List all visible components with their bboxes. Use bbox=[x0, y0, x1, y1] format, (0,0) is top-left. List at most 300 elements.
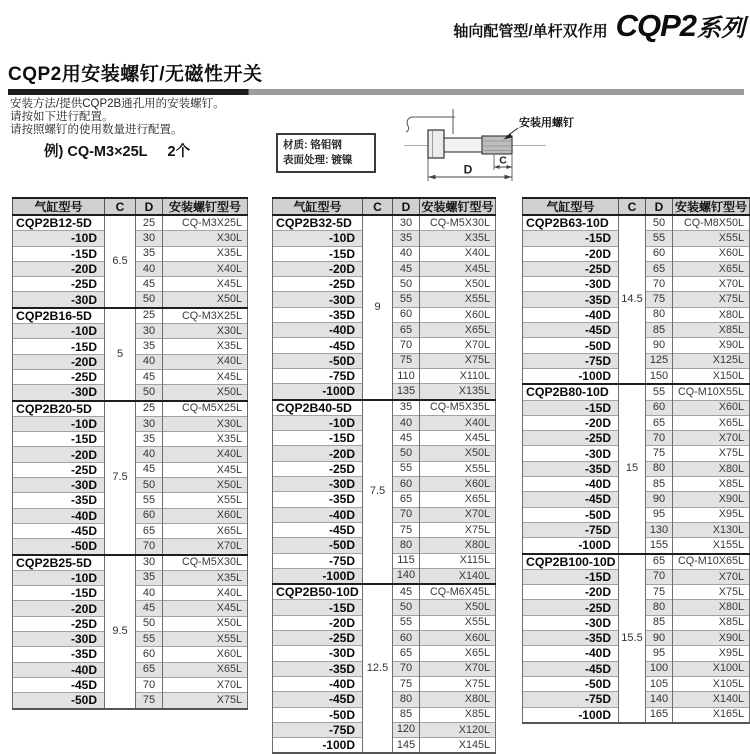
cylinder-model-cell: -45D bbox=[523, 323, 619, 338]
d-dimension-cell: 165 bbox=[646, 707, 673, 723]
screw-model-cell: X45L bbox=[420, 431, 496, 446]
cylinder-model-cell: CQP2B50-10D bbox=[273, 584, 363, 600]
screw-model-cell: X70L bbox=[673, 277, 750, 292]
table-row bbox=[523, 215, 750, 231]
cylinder-model-cell: -75D bbox=[523, 353, 619, 368]
example-line bbox=[44, 140, 190, 161]
screw-model-cell: X65L bbox=[163, 662, 248, 677]
table-row bbox=[273, 215, 496, 231]
cylinder-model-cell: -25D bbox=[13, 462, 105, 477]
screw-model-cell: X75L bbox=[420, 522, 496, 537]
screw-model-cell: CQ-M5X25L bbox=[163, 401, 248, 417]
cylinder-model-cell: -35D bbox=[273, 661, 363, 676]
screw-model-cell: X30L bbox=[163, 324, 248, 339]
cylinder-model-cell: -10D bbox=[13, 231, 105, 246]
cylinder-model-cell: -75D bbox=[273, 553, 363, 568]
d-dimension-cell: 80 bbox=[393, 692, 420, 707]
cylinder-model-cell: -35D bbox=[523, 292, 619, 307]
d-dimension-cell: 35 bbox=[393, 231, 420, 246]
cylinder-model-cell: -35D bbox=[273, 492, 363, 507]
cylinder-model-cell: -10D bbox=[13, 416, 105, 431]
d-dimension-cell: 55 bbox=[393, 615, 420, 630]
d-dimension-cell: 155 bbox=[646, 538, 673, 554]
screw-model-cell: X60L bbox=[163, 508, 248, 523]
d-dimension-cell: 120 bbox=[393, 722, 420, 737]
cylinder-model-cell: -15D bbox=[273, 246, 363, 261]
d-dimension-cell: 115 bbox=[393, 553, 420, 568]
cylinder-model-cell: -45D bbox=[13, 523, 105, 538]
table-row bbox=[13, 308, 248, 324]
table-header-row bbox=[523, 198, 750, 215]
d-dimension-cell: 90 bbox=[646, 492, 673, 507]
screw-model-cell: X65L bbox=[163, 523, 248, 538]
screw-model-cell: X125L bbox=[673, 353, 750, 368]
d-dimension-cell: 65 bbox=[136, 662, 163, 677]
screw-model-cell: X165L bbox=[673, 707, 750, 723]
d-dimension-cell: 30 bbox=[136, 416, 163, 431]
screw-model-cell: X80L bbox=[673, 307, 750, 322]
screw-model-cell: X35L bbox=[420, 231, 496, 246]
d-dimension-cell: 45 bbox=[136, 462, 163, 477]
cylinder-model-cell: -30D bbox=[13, 385, 105, 401]
d-dimension-cell: 55 bbox=[393, 461, 420, 476]
screw-model-cell: X40L bbox=[163, 261, 248, 276]
screw-model-cell: X95L bbox=[673, 646, 750, 661]
c-dimension-cell: 7.5 bbox=[363, 400, 393, 585]
d-dimension-cell: 45 bbox=[393, 261, 420, 276]
intro-line: 请按照螺钉的使用数量进行配置。 bbox=[10, 124, 183, 136]
screw-model-cell: CQ-M6X45L bbox=[420, 584, 496, 600]
column-header: 安装螺钉型号 bbox=[421, 199, 494, 214]
cylinder-model-cell: CQP2B25-5D bbox=[13, 555, 105, 571]
column-header: D bbox=[393, 198, 420, 215]
table-row bbox=[273, 584, 496, 600]
d-dimension-cell: 40 bbox=[136, 261, 163, 276]
screw-model-cell: X155L bbox=[673, 538, 750, 554]
d-dimension-cell: 90 bbox=[646, 338, 673, 353]
cylinder-model-cell: -100D bbox=[523, 538, 619, 554]
cylinder-model-cell: -40D bbox=[523, 307, 619, 322]
screw-model-cell: X115L bbox=[420, 553, 496, 568]
screw-model-cell: X75L bbox=[673, 585, 750, 600]
d-dimension-cell: 40 bbox=[136, 586, 163, 601]
screw-model-cell: X40L bbox=[420, 415, 496, 430]
table-row bbox=[13, 401, 248, 417]
cylinder-model-cell: -15D bbox=[13, 586, 105, 601]
column-header: C bbox=[105, 198, 136, 215]
d-dimension-cell: 50 bbox=[136, 616, 163, 631]
d-dimension-cell: 65 bbox=[393, 492, 420, 507]
screw-model-cell: X70L bbox=[420, 338, 496, 353]
column-header: D bbox=[136, 198, 163, 215]
d-dim-arrow bbox=[428, 175, 436, 179]
cylinder-model-cell: -50D bbox=[13, 693, 105, 709]
screw-model-cell: X75L bbox=[673, 446, 750, 461]
cylinder-model-cell: -100D bbox=[273, 738, 363, 754]
cylinder-model-cell: -45D bbox=[523, 492, 619, 507]
d-dimension-cell: 55 bbox=[136, 493, 163, 508]
screw-model-cell: CQ-M10X65L bbox=[673, 554, 750, 570]
cylinder-model-cell: -75D bbox=[523, 522, 619, 537]
c-dimension-cell: 5 bbox=[105, 308, 136, 401]
cylinder-model-cell: -30D bbox=[273, 292, 363, 307]
cylinder-model-cell: -25D bbox=[13, 616, 105, 631]
screw-model-cell: X45L bbox=[163, 369, 248, 384]
series-category: 轴向配管型/单杆双作用 bbox=[453, 23, 608, 40]
d-dimension-cell: 55 bbox=[646, 231, 673, 246]
cylinder-model-cell: CQP2B32-5D bbox=[273, 215, 363, 231]
cylinder-model-cell: -40D bbox=[273, 507, 363, 522]
screw-model-cell: X90L bbox=[673, 631, 750, 646]
screw-model-cell: X45L bbox=[163, 462, 248, 477]
table-row bbox=[273, 400, 496, 416]
cylinder-model-cell: -20D bbox=[523, 415, 619, 430]
cylinder-model-cell: -100D bbox=[273, 384, 363, 400]
screw-model-cell: X140L bbox=[420, 568, 496, 584]
d-dim-arrow bbox=[505, 175, 513, 179]
cylinder-model-cell: -25D bbox=[523, 261, 619, 276]
screw-model-cell: X65L bbox=[673, 261, 750, 276]
cylinder-model-cell: -30D bbox=[523, 277, 619, 292]
d-dimension-cell: 100 bbox=[646, 661, 673, 676]
screw-model-cell: X140L bbox=[673, 692, 750, 707]
screw-model-cell: X60L bbox=[420, 631, 496, 646]
d-dimension-cell: 55 bbox=[646, 384, 673, 400]
d-dimension-cell: 45 bbox=[136, 601, 163, 616]
d-dimension-cell: 65 bbox=[646, 261, 673, 276]
cylinder-model-cell: -15D bbox=[523, 231, 619, 246]
screw-model-cell: X40L bbox=[163, 354, 248, 369]
screw-model-cell: X80L bbox=[673, 461, 750, 476]
d-dimension-cell: 145 bbox=[393, 738, 420, 754]
screw-head bbox=[428, 130, 444, 158]
screw-model-cell: X80L bbox=[420, 538, 496, 553]
d-dimension-cell: 70 bbox=[646, 277, 673, 292]
cylinder-model-cell: -45D bbox=[273, 522, 363, 537]
d-dimension-cell: 65 bbox=[646, 554, 673, 570]
cylinder-model-cell: -35D bbox=[523, 461, 619, 476]
screw-model-cell: X70L bbox=[163, 677, 248, 692]
cylinder-model-cell: -45D bbox=[273, 692, 363, 707]
cylinder-model-cell: -25D bbox=[273, 277, 363, 292]
screw-model-cell: X85L bbox=[673, 323, 750, 338]
cylinder-model-cell: -100D bbox=[523, 368, 619, 384]
c-dim-label: C bbox=[499, 154, 507, 167]
cylinder-model-cell: -45D bbox=[523, 661, 619, 676]
cylinder-model-cell: -35D bbox=[13, 647, 105, 662]
series-name: CQP2 bbox=[615, 8, 696, 43]
d-dimension-cell: 75 bbox=[646, 292, 673, 307]
d-dimension-cell: 35 bbox=[136, 246, 163, 261]
screw-model-cell: X90L bbox=[673, 338, 750, 353]
c-dimension-cell: 9 bbox=[363, 215, 393, 400]
screw-model-cell: X60L bbox=[673, 400, 750, 415]
d-dimension-cell: 60 bbox=[393, 307, 420, 322]
section-title: CQP2用安装螺钉/无磁性开关 bbox=[8, 64, 263, 85]
d-dimension-cell: 70 bbox=[646, 569, 673, 584]
cylinder-model-cell: -35D bbox=[273, 307, 363, 322]
d-dimension-cell: 75 bbox=[393, 676, 420, 691]
screw-spec-table-2 bbox=[272, 197, 496, 754]
screw-model-cell: X60L bbox=[673, 246, 750, 261]
d-dimension-cell: 140 bbox=[393, 568, 420, 584]
cylinder-model-cell: CQP2B40-5D bbox=[273, 400, 363, 416]
d-dimension-cell: 70 bbox=[393, 507, 420, 522]
d-dimension-cell: 75 bbox=[393, 522, 420, 537]
cylinder-model-cell: -40D bbox=[273, 323, 363, 338]
d-dimension-cell: 50 bbox=[393, 446, 420, 461]
screw-model-cell: X35L bbox=[163, 432, 248, 447]
d-dimension-cell: 25 bbox=[136, 215, 163, 231]
column-header: 安装螺钉型号 bbox=[673, 198, 750, 215]
screw-model-cell: X95L bbox=[673, 507, 750, 522]
d-dimension-cell: 85 bbox=[646, 615, 673, 630]
cylinder-model-cell: -30D bbox=[13, 478, 105, 493]
series-suffix: 系列 bbox=[697, 15, 745, 42]
d-dimension-cell: 50 bbox=[393, 600, 420, 615]
cylinder-model-cell: -10D bbox=[273, 415, 363, 430]
d-dimension-cell: 55 bbox=[393, 292, 420, 307]
column-header: 安装螺钉型号 bbox=[163, 198, 248, 215]
d-dimension-cell: 30 bbox=[136, 231, 163, 246]
cylinder-model-cell: -30D bbox=[13, 292, 105, 308]
cylinder-model-cell: -20D bbox=[13, 261, 105, 276]
screw-model-cell: X30L bbox=[163, 231, 248, 246]
d-dimension-cell: 65 bbox=[393, 323, 420, 338]
cylinder-model-cell: -50D bbox=[523, 338, 619, 353]
screw-model-cell: X70L bbox=[673, 569, 750, 584]
cylinder-model-cell: -40D bbox=[13, 662, 105, 677]
cylinder-model-cell: -10D bbox=[13, 324, 105, 339]
cylinder-model-cell: -100D bbox=[523, 707, 619, 723]
d-dimension-cell: 70 bbox=[136, 539, 163, 555]
cylinder-model-cell: CQP2B20-5D bbox=[13, 401, 105, 417]
d-dimension-cell: 65 bbox=[646, 415, 673, 430]
screw-model-cell: X60L bbox=[163, 647, 248, 662]
material-line: 材质: 铬钼钢 bbox=[283, 139, 342, 151]
screw-model-cell: X130L bbox=[673, 522, 750, 537]
d-dimension-cell: 25 bbox=[136, 308, 163, 324]
d-dimension-cell: 30 bbox=[136, 324, 163, 339]
screw-model-cell: X50L bbox=[420, 600, 496, 615]
screw-model-cell: X35L bbox=[163, 339, 248, 354]
screw-model-cell: X100L bbox=[673, 661, 750, 676]
d-dimension-cell: 60 bbox=[136, 647, 163, 662]
c-dimension-cell: 14.5 bbox=[619, 215, 646, 384]
d-dimension-cell: 85 bbox=[646, 323, 673, 338]
screw-model-cell: X110L bbox=[420, 368, 496, 383]
c-dimension-cell: 9.5 bbox=[105, 555, 136, 709]
d-dimension-cell: 25 bbox=[136, 401, 163, 417]
screw-model-cell: X90L bbox=[673, 492, 750, 507]
screw-model-cell: X55L bbox=[163, 632, 248, 647]
cylinder-model-cell: -40D bbox=[523, 477, 619, 492]
cylinder-model-cell: -20D bbox=[13, 601, 105, 616]
table-header-row bbox=[273, 198, 496, 215]
screw-model-cell: X75L bbox=[163, 693, 248, 709]
d-dimension-cell: 75 bbox=[646, 446, 673, 461]
cylinder-model-cell: -30D bbox=[273, 477, 363, 492]
screw-model-cell: X30L bbox=[163, 416, 248, 431]
d-dimension-cell: 50 bbox=[136, 292, 163, 308]
d-dimension-cell: 85 bbox=[393, 707, 420, 722]
c-dimension-cell: 15.5 bbox=[619, 554, 646, 723]
cutaway-break-curve bbox=[406, 117, 412, 132]
d-dimension-cell: 65 bbox=[136, 523, 163, 538]
d-dimension-cell: 80 bbox=[646, 600, 673, 615]
d-dimension-cell: 50 bbox=[646, 215, 673, 231]
screw-model-cell: X150L bbox=[673, 368, 750, 384]
screw-model-cell: X145L bbox=[420, 738, 496, 754]
d-dimension-cell: 40 bbox=[393, 415, 420, 430]
cylinder-model-cell: -45D bbox=[273, 338, 363, 353]
screw-diagram bbox=[396, 103, 596, 195]
screw-model-cell: X40L bbox=[420, 246, 496, 261]
d-dimension-cell: 80 bbox=[646, 307, 673, 322]
screw-model-cell: X60L bbox=[420, 307, 496, 322]
screw-spec-table-3 bbox=[522, 197, 750, 724]
cylinder-model-cell: -75D bbox=[523, 692, 619, 707]
d-dimension-cell: 40 bbox=[136, 354, 163, 369]
screw-model-cell: X55L bbox=[673, 231, 750, 246]
cylinder-model-cell: -25D bbox=[273, 631, 363, 646]
screw-model-cell: CQ-M5X30L bbox=[163, 555, 248, 571]
screw-model-cell: X120L bbox=[420, 722, 496, 737]
cylinder-model-cell: CQP2B100-10D bbox=[523, 554, 619, 570]
d-dimension-cell: 60 bbox=[393, 631, 420, 646]
screw-model-cell: X50L bbox=[163, 478, 248, 493]
cylinder-model-cell: -15D bbox=[13, 432, 105, 447]
screw-model-cell: X65L bbox=[420, 323, 496, 338]
d-dimension-cell: 35 bbox=[136, 432, 163, 447]
screw-model-cell: X45L bbox=[420, 261, 496, 276]
column-header: 气缸型号 bbox=[13, 198, 105, 215]
d-dimension-cell: 35 bbox=[136, 339, 163, 354]
screw-model-cell: X50L bbox=[420, 446, 496, 461]
d-dimension-cell: 60 bbox=[646, 246, 673, 261]
example-quantity: 2个 bbox=[167, 144, 191, 160]
intro-line: 请按如下进行配置。 bbox=[10, 111, 114, 123]
screw-model-cell: CQ-M5X35L bbox=[420, 400, 496, 416]
page-header bbox=[453, 8, 745, 44]
cylinder-model-cell: -15D bbox=[523, 400, 619, 415]
c-dimension-cell: 6.5 bbox=[105, 215, 136, 308]
screw-model-cell: X60L bbox=[420, 477, 496, 492]
screw-model-cell: X70L bbox=[420, 661, 496, 676]
screw-spec-table-1 bbox=[12, 197, 248, 710]
screw-model-cell: X65L bbox=[673, 415, 750, 430]
screw-model-cell: X75L bbox=[673, 292, 750, 307]
table-row bbox=[523, 384, 750, 400]
d-dimension-cell: 80 bbox=[393, 538, 420, 553]
screw-callout-label: 安装用螺钉 bbox=[519, 117, 574, 129]
d-dimension-cell: 95 bbox=[646, 507, 673, 522]
d-dimension-cell: 110 bbox=[393, 368, 420, 383]
screw-model-cell: X80L bbox=[420, 692, 496, 707]
intro-text bbox=[10, 98, 225, 137]
cylinder-model-cell: -25D bbox=[13, 369, 105, 384]
screw-model-cell: CQ-M3X25L bbox=[163, 215, 248, 231]
intro-line: 安装方法/提供CQP2B通孔用的安装螺钉。 bbox=[10, 98, 225, 110]
d-dimension-cell: 70 bbox=[393, 661, 420, 676]
d-dimension-cell: 105 bbox=[646, 676, 673, 691]
d-dimension-cell: 75 bbox=[136, 693, 163, 709]
c-dim-arrow bbox=[507, 165, 513, 169]
c-dimension-cell: 15 bbox=[619, 384, 646, 553]
screw-model-cell: CQ-M5X30L bbox=[420, 215, 496, 231]
cylinder-model-cell: -40D bbox=[273, 676, 363, 691]
d-dimension-cell: 75 bbox=[646, 585, 673, 600]
cylinder-model-cell: -35D bbox=[523, 631, 619, 646]
d-dimension-cell: 95 bbox=[646, 646, 673, 661]
screw-model-cell: X55L bbox=[420, 461, 496, 476]
screw-model-cell: X55L bbox=[163, 493, 248, 508]
screw-model-cell: X135L bbox=[420, 384, 496, 400]
screw-model-cell: X70L bbox=[163, 539, 248, 555]
table-header-row bbox=[13, 198, 248, 215]
d-dimension-cell: 45 bbox=[136, 277, 163, 292]
cylinder-model-cell: -50D bbox=[273, 538, 363, 553]
d-dimension-cell: 85 bbox=[646, 477, 673, 492]
cylinder-model-cell: -20D bbox=[273, 261, 363, 276]
cylinder-model-cell: -50D bbox=[273, 707, 363, 722]
d-dimension-cell: 30 bbox=[136, 555, 163, 571]
d-dimension-cell: 80 bbox=[646, 461, 673, 476]
screw-model-cell: X105L bbox=[673, 676, 750, 691]
cylinder-model-cell: -45D bbox=[13, 677, 105, 692]
d-dimension-cell: 35 bbox=[136, 570, 163, 585]
cylinder-model-cell: -15D bbox=[273, 600, 363, 615]
screw-model-cell: X55L bbox=[420, 292, 496, 307]
d-dimension-cell: 60 bbox=[136, 508, 163, 523]
cylinder-model-cell: -75D bbox=[273, 368, 363, 383]
cylinder-model-cell: -30D bbox=[13, 632, 105, 647]
cylinder-model-cell: -40D bbox=[13, 508, 105, 523]
screw-model-cell: X85L bbox=[673, 615, 750, 630]
cylinder-model-cell: -30D bbox=[523, 615, 619, 630]
d-dimension-cell: 135 bbox=[393, 384, 420, 400]
cylinder-model-cell: -20D bbox=[273, 446, 363, 461]
cylinder-model-cell: -30D bbox=[523, 446, 619, 461]
screw-model-cell: X40L bbox=[163, 586, 248, 601]
d-dimension-cell: 90 bbox=[646, 631, 673, 646]
screw-model-cell: X35L bbox=[163, 570, 248, 585]
screw-model-cell: X80L bbox=[673, 600, 750, 615]
cylinder-model-cell: -75D bbox=[273, 722, 363, 737]
cylinder-model-cell: CQP2B63-10D bbox=[523, 215, 619, 231]
cylinder-model-cell: -20D bbox=[13, 354, 105, 369]
d-dimension-cell: 55 bbox=[136, 632, 163, 647]
d-dimension-cell: 40 bbox=[393, 246, 420, 261]
column-header: C bbox=[363, 198, 393, 215]
d-dimension-cell: 45 bbox=[393, 584, 420, 600]
cylinder-model-cell: -10D bbox=[13, 570, 105, 585]
cylinder-model-cell: -25D bbox=[273, 461, 363, 476]
d-dimension-cell: 50 bbox=[136, 478, 163, 493]
cylinder-model-cell: -20D bbox=[273, 615, 363, 630]
cylinder-model-cell: -100D bbox=[273, 568, 363, 584]
d-dimension-cell: 70 bbox=[646, 431, 673, 446]
screw-model-cell: X50L bbox=[163, 292, 248, 308]
cylinder-model-cell: -25D bbox=[523, 600, 619, 615]
d-dimension-cell: 65 bbox=[393, 646, 420, 661]
cylinder-model-cell: -15D bbox=[13, 246, 105, 261]
screw-model-cell: CQ-M8X50L bbox=[673, 215, 750, 231]
c-dimension-cell: 12.5 bbox=[363, 584, 393, 753]
screw-model-cell: X40L bbox=[163, 447, 248, 462]
cylinder-model-cell: -35D bbox=[13, 493, 105, 508]
column-header: 气缸型号 bbox=[523, 198, 619, 215]
